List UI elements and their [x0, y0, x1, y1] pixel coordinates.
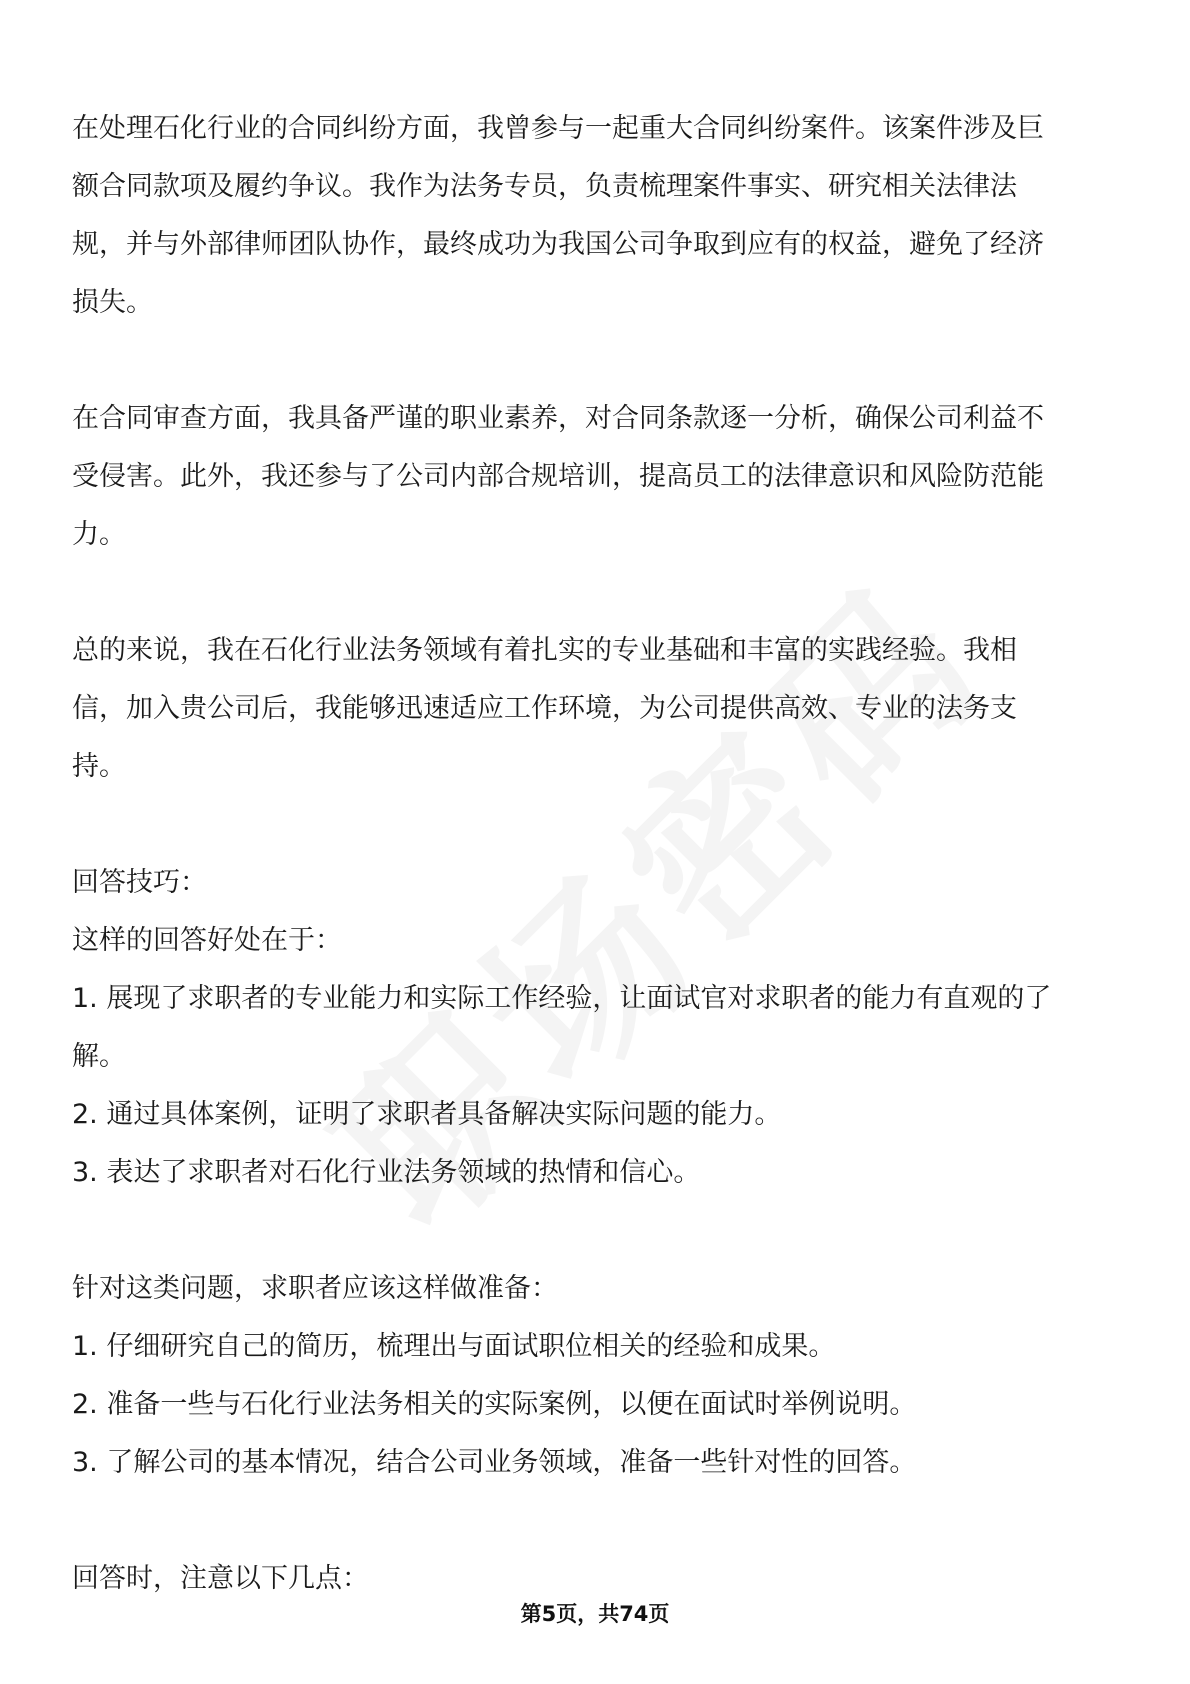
document-body [72, 100, 1122, 1608]
text-line: 信，加入贵公司后，我能够迅速适应工作环境，为公司提供高效、专业的法务支 [72, 693, 1017, 724]
list-item: 2. 通过具体案例，证明了求职者具备解决实际问题的能力。 [72, 1099, 782, 1130]
text-line: 额合同款项及履约争议。我作为法务专员，负责梳理案件事实、研究相关法律法 [72, 171, 1017, 202]
section-heading: 回答时，注意以下几点： [72, 1563, 369, 1594]
text-line: 规，并与外部律师团队协作，最终成功为我国公司争取到应有的权益，避免了经济 [72, 229, 1044, 260]
list-item: 3. 了解公司的基本情况，结合公司业务领域，准备一些针对性的回答。 [72, 1447, 917, 1478]
paragraph-preparation [72, 1260, 1122, 1492]
paragraph-contract-review [72, 390, 1122, 564]
text-line: 力。 [72, 519, 126, 550]
text-line: 在处理石化行业的合同纠纷方面，我曾参与一起重大合同纠纷案件。该案件涉及巨 [72, 113, 1044, 144]
text-line: 持。 [72, 751, 126, 782]
section-heading: 针对这类问题，求职者应该这样做准备： [72, 1273, 558, 1304]
text-line: 受侵害。此外，我还参与了公司内部合规培训，提高员工的法律意识和风险防范能 [72, 461, 1044, 492]
paragraph-answer-tips [72, 854, 1122, 1202]
text-line: 损失。 [72, 287, 153, 318]
list-item: 1. 展现了求职者的专业能力和实际工作经验，让面试官对求职者的能力有直观的了 [72, 983, 1052, 1014]
text-line: 总的来说，我在石化行业法务领域有着扎实的专业基础和丰富的实践经验。我相 [72, 635, 1017, 666]
paragraph-case-experience [72, 100, 1122, 332]
list-item-continuation: 解。 [72, 1041, 126, 1072]
list-item: 2. 准备一些与石化行业法务相关的实际案例，以便在面试时举例说明。 [72, 1389, 917, 1420]
section-heading: 回答技巧： [72, 867, 207, 898]
text-line: 这样的回答好处在于： [72, 925, 342, 956]
text-line: 在合同审查方面，我具备严谨的职业素养，对合同条款逐一分析，确保公司利益不 [72, 403, 1044, 434]
page-number: 第5页，共74页 [520, 1602, 670, 1626]
list-item: 1. 仔细研究自己的简历，梳理出与面试职位相关的经验和成果。 [72, 1331, 836, 1362]
paragraph-summary [72, 622, 1122, 796]
list-item: 3. 表达了求职者对石化行业法务领域的热情和信心。 [72, 1157, 701, 1188]
